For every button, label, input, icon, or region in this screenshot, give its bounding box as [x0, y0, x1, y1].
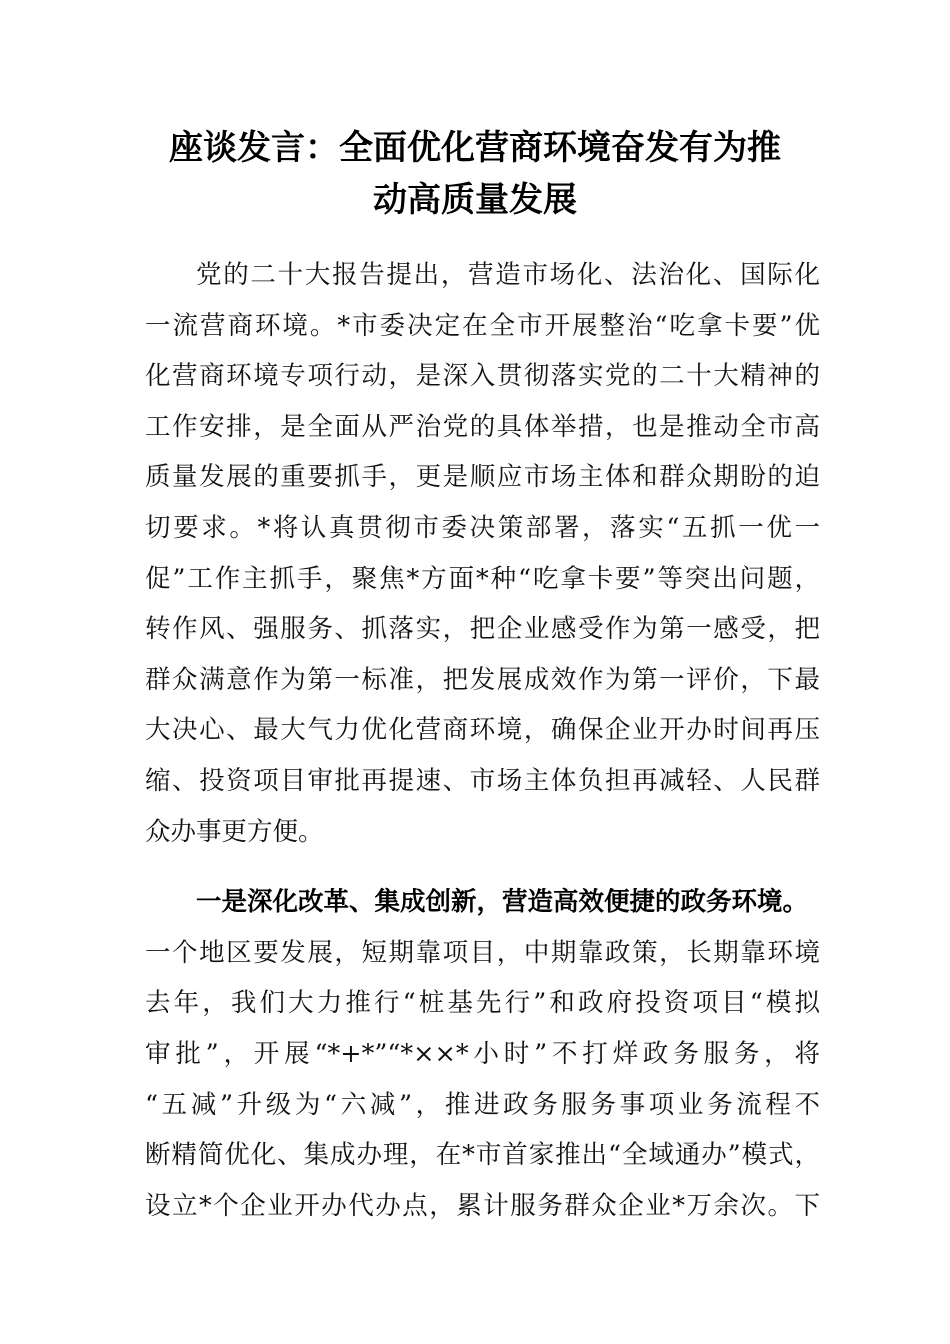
- title-line-2: 动高质量发展: [373, 180, 577, 220]
- paragraph-gap: [145, 857, 820, 877]
- paragraph-line: 促”工作主抓手，聚焦*方面*种“吃拿卡要”等突出问题，: [145, 563, 820, 594]
- paragraph-line: 众办事更方便。: [145, 816, 324, 847]
- paragraph-line: 群众满意作为第一标准，把发展成效作为第一评价，下最: [145, 664, 820, 695]
- paragraph-line: 一个地区要发展，短期靠项目，中期靠政策，长期靠环境: [145, 937, 820, 968]
- paragraph-line: 设立*个企业开办代办点，累计服务群众企业*万余次。下: [145, 1190, 820, 1221]
- document-body: [145, 250, 820, 1231]
- paragraph-line: 党的二十大报告提出，营造市场化、法治化、国际化: [196, 260, 820, 290]
- title-line-1: 座谈发言：全面优化营商环境奋发有为推: [169, 128, 781, 168]
- paragraph-line: 工作安排，是全面从严治党的具体举措，也是推动全市高: [145, 411, 820, 442]
- paragraph-line: 切要求。*将认真贯彻市委决策部署，落实“五抓一优一: [145, 512, 820, 543]
- paragraph-line: 化营商环境专项行动，是深入贯彻落实党的二十大精神的: [145, 361, 820, 392]
- paragraph-1: [145, 250, 820, 857]
- section-heading: 一是深化改革、集成创新，营造高效便捷的政务环境。: [196, 887, 809, 918]
- paragraph-line: 一流营商环境。*市委决定在全市开展整治“吃拿卡要”优: [145, 310, 820, 341]
- paragraph-line: 断精简优化、集成办理，在*市首家推出“全域通办”模式，: [145, 1140, 820, 1171]
- paragraph-line: 大决心、最大气力优化营商环境，确保企业开办时间再压: [145, 715, 820, 746]
- document-title: [120, 122, 830, 226]
- paragraph-line: 审批”，开展“*+*”“*××*小时”不打烊政务服务，将: [145, 1038, 820, 1069]
- paragraph-line: 质量发展的重要抓手，更是顺应市场主体和群众期盼的迫: [145, 462, 820, 493]
- paragraph-line: “五减”升级为“六减”，推进政务服务事项业务流程不: [145, 1089, 820, 1120]
- paragraph-line: 转作风、强服务、抓落实，把企业感受作为第一感受，把: [145, 614, 820, 645]
- paragraph-line: 缩、投资项目审批再提速、市场主体负担再减轻、人民群: [145, 765, 820, 796]
- paragraph-line: 去年，我们大力推行“桩基先行”和政府投资项目“模拟: [145, 988, 820, 1019]
- paragraph-2: [145, 877, 820, 1231]
